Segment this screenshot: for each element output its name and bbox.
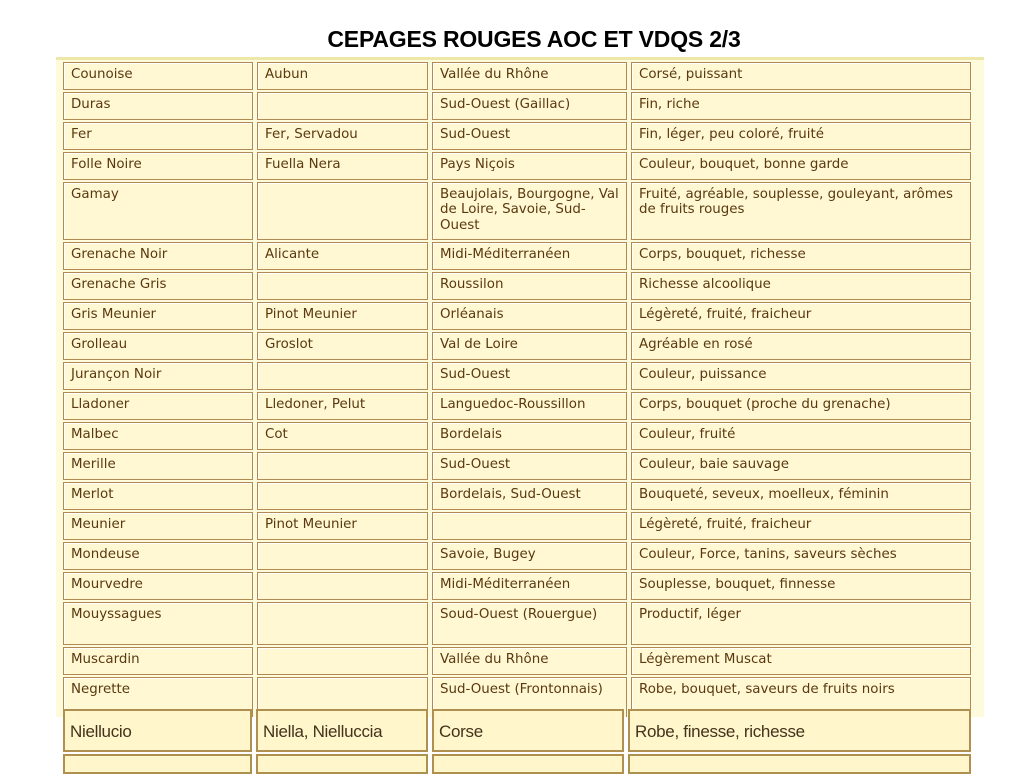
- cell-partial: [256, 754, 428, 774]
- cell-cepage: Mondeuse: [63, 542, 253, 570]
- cell-region: Sud-Ouest: [432, 362, 627, 390]
- cell-synonyme: [257, 362, 428, 390]
- cell-cepage: Malbec: [63, 422, 253, 450]
- cell-partial: [63, 754, 252, 774]
- cell-cepage: Grenache Noir: [63, 242, 253, 270]
- cell-caracteres: Légèreté, fruité, fraicheur: [631, 302, 971, 330]
- cell-cepage: Meunier: [63, 512, 253, 540]
- grape-table-grid: [63, 62, 971, 717]
- cell-caracteres: Couleur, baie sauvage: [631, 452, 971, 480]
- cell-caracteres: Couleur, fruité: [631, 422, 971, 450]
- cell-synonyme: [257, 452, 428, 480]
- cell-cepage: Gris Meunier: [63, 302, 253, 330]
- cell-caracteres: Souplesse, bouquet, finnesse: [631, 572, 971, 600]
- cell-cepage: Duras: [63, 92, 253, 120]
- cell-region: Sud-Ouest: [432, 122, 627, 150]
- cell-region: Beaujolais, Bourgogne, Val de Loire, Savoie, Sud-Ouest: [432, 182, 627, 240]
- cell-synonyme: [257, 92, 428, 120]
- cell-synonyme: [257, 182, 428, 240]
- cell-caracteres: Couleur, Force, tanins, saveurs sèches: [631, 542, 971, 570]
- cell-cepage: Merlot: [63, 482, 253, 510]
- cell-cepage: Fer: [63, 122, 253, 150]
- cell-region: Vallée du Rhône: [432, 647, 627, 675]
- cell-caracteres: Corsé, puissant: [631, 62, 971, 90]
- cell-region: Languedoc-Roussillon: [432, 392, 627, 420]
- cell-caracteres: Fruité, agréable, souplesse, gouleyant, arômes de fruits rouges: [631, 182, 971, 240]
- cell-caracteres: Robe, bouquet, saveurs de fruits noirs: [631, 677, 971, 717]
- cell-region: Corse: [432, 709, 624, 752]
- cell-synonyme: [257, 542, 428, 570]
- cell-caracteres: Légèrement Muscat: [631, 647, 971, 675]
- cell-region: Orléanais: [432, 302, 627, 330]
- cell-synonyme: Cot: [257, 422, 428, 450]
- cell-cepage: Gamay: [63, 182, 253, 240]
- cell-cepage: Muscardin: [63, 647, 253, 675]
- cell-cepage: Grenache Gris: [63, 272, 253, 300]
- grape-table-overlay: [63, 709, 971, 776]
- cell-partial: [628, 754, 971, 774]
- cell-caracteres: Bouqueté, seveux, moelleux, féminin: [631, 482, 971, 510]
- cell-region: Soud-Ouest (Rouergue): [432, 602, 627, 645]
- cell-synonyme: Pinot Meunier: [257, 512, 428, 540]
- cell-cepage: Negrette: [63, 677, 253, 717]
- cell-cepage: Merille: [63, 452, 253, 480]
- cell-caracteres: Légèreté, fruité, fraicheur: [631, 512, 971, 540]
- cell-cepage: Mourvedre: [63, 572, 253, 600]
- cell-caracteres: Richesse alcoolique: [631, 272, 971, 300]
- cell-synonyme: [257, 482, 428, 510]
- cell-region: Sud-Ouest: [432, 452, 627, 480]
- page-title: CEPAGES ROUGES AOC ET VDQS 2/3: [327, 26, 741, 52]
- cell-synonyme: [257, 572, 428, 600]
- cell-region: Sud-Ouest (Gaillac): [432, 92, 627, 120]
- cell-caracteres: Robe, finesse, richesse: [628, 709, 971, 752]
- cell-synonyme: Aubun: [257, 62, 428, 90]
- cell-cepage: Counoise: [63, 62, 253, 90]
- cell-synonyme: Lledoner, Pelut: [257, 392, 428, 420]
- cell-synonyme: Niella, Nielluccia: [256, 709, 428, 752]
- cell-region: Pays Niçois: [432, 152, 627, 180]
- cell-caracteres: Productif, léger: [631, 602, 971, 645]
- cell-region: Val de Loire: [432, 332, 627, 360]
- cell-caracteres: Corps, bouquet (proche du grenache): [631, 392, 971, 420]
- cell-synonyme: Pinot Meunier: [257, 302, 428, 330]
- table-top-border: [56, 57, 984, 60]
- cell-region: Midi-Méditerranéen: [432, 572, 627, 600]
- cell-caracteres: Corps, bouquet, richesse: [631, 242, 971, 270]
- cell-region: Vallée du Rhône: [432, 62, 627, 90]
- cell-caracteres: Couleur, puissance: [631, 362, 971, 390]
- cell-synonyme: Groslot: [257, 332, 428, 360]
- cell-region: [432, 512, 627, 540]
- cell-synonyme: Fuella Nera: [257, 152, 428, 180]
- cell-partial: [432, 754, 624, 774]
- cell-region: Roussilon: [432, 272, 627, 300]
- grape-table: [56, 57, 984, 717]
- cell-synonyme: [257, 602, 428, 645]
- cell-synonyme: [257, 647, 428, 675]
- cell-caracteres: Couleur, bouquet, bonne garde: [631, 152, 971, 180]
- cell-caracteres: Fin, riche: [631, 92, 971, 120]
- cell-synonyme: Fer, Servadou: [257, 122, 428, 150]
- cell-cepage: Grolleau: [63, 332, 253, 360]
- cell-region: Bordelais: [432, 422, 627, 450]
- cell-caracteres: Agréable en rosé: [631, 332, 971, 360]
- cell-region: Midi-Méditerranéen: [432, 242, 627, 270]
- cell-region: Sud-Ouest (Frontonnais): [432, 677, 627, 717]
- cell-cepage: Niellucio: [63, 709, 252, 752]
- cell-synonyme: [257, 272, 428, 300]
- cell-cepage: Jurançon Noir: [63, 362, 253, 390]
- cell-region: Bordelais, Sud-Ouest: [432, 482, 627, 510]
- cell-cepage: Mouyssagues: [63, 602, 253, 645]
- cell-synonyme: Alicante: [257, 242, 428, 270]
- cell-cepage: Folle Noire: [63, 152, 253, 180]
- cell-region: Savoie, Bugey: [432, 542, 627, 570]
- cell-caracteres: Fin, léger, peu coloré, fruité: [631, 122, 971, 150]
- cell-cepage: Lladoner: [63, 392, 253, 420]
